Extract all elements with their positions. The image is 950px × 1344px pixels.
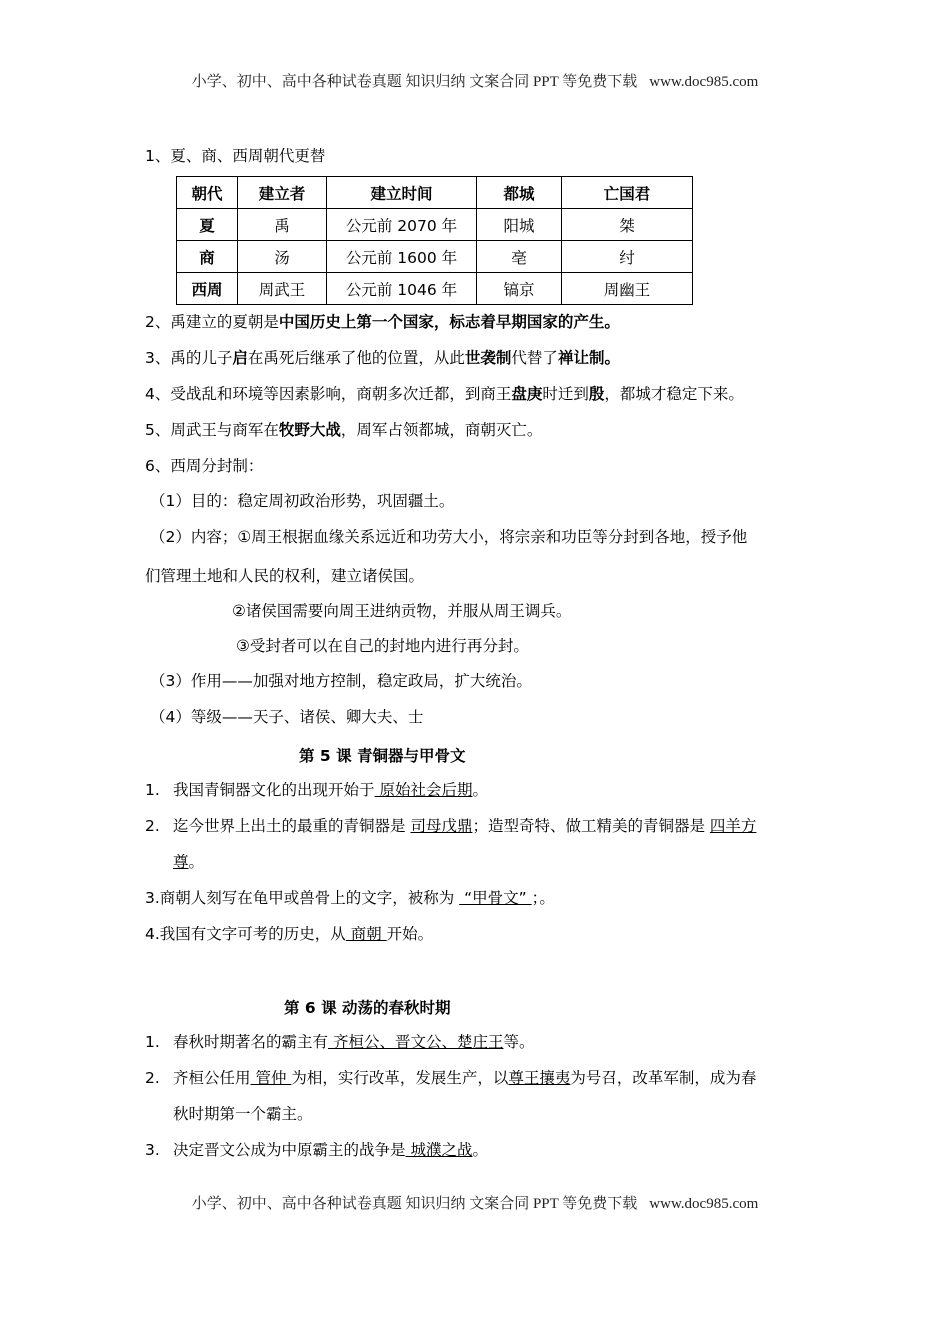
item-answer: 尊 <box>173 853 189 871</box>
item-number: 1. <box>145 781 160 799</box>
footer-text: 小学、初中、高中各种试卷真题 知识归纳 文案合同 PPT 等免费下载 <box>191 1196 638 1212</box>
item-text: 我国青铜器文化的出现开始于 <box>173 781 375 799</box>
dynasty-table <box>176 176 693 305</box>
header-url: www.doc985.com <box>649 74 759 90</box>
item-text: 。 <box>472 781 488 799</box>
item-number: 2. <box>145 817 160 835</box>
table-cell: 汤 <box>238 241 327 273</box>
table-cell: 公元前 1046 年 <box>327 273 477 305</box>
item-text: 迄今世界上出土的最重的青铜器是 <box>173 817 411 835</box>
point-text: 在禹死后继承了他的位置，从此 <box>247 349 465 367</box>
lesson-5-q3 <box>145 888 555 908</box>
point-bold-text: 禅让制。 <box>557 349 620 367</box>
point-6-content-2: ②诸侯国需要向周王进纳贡物，并服从周王调兵。 <box>232 602 572 620</box>
point-6-hierarchy: （4）等级——天子、诸侯、卿大夫、士 <box>150 708 424 726</box>
item-text: 3.商朝人刻写在龟甲或兽骨上的文字，被称为 <box>145 889 460 907</box>
item-text: 开始。 <box>386 925 434 943</box>
item-number: 1. <box>145 1033 160 1051</box>
point-text: 5、周武王与商军在 <box>145 421 279 439</box>
lesson-6-title: 第 6 课 动荡的春秋时期 <box>284 999 451 1017</box>
table-cell: 公元前 2070 年 <box>327 209 477 241</box>
lesson-6-q2 <box>145 1068 756 1088</box>
point-bold-text: 牧野大战 <box>278 421 341 439</box>
item-answer: 四羊方 <box>709 817 757 835</box>
table-row <box>177 241 693 273</box>
table-row <box>177 273 693 305</box>
item-text: 为号召，改革军制，成为春 <box>570 1069 757 1087</box>
item-text: 4.我国有文字可考的历史，从 <box>145 925 346 943</box>
table-cell: 禹 <box>238 209 327 241</box>
lesson-5-q2 <box>145 816 756 836</box>
table-cell: 夏 <box>177 209 238 241</box>
point-text: 代替了 <box>511 349 558 367</box>
page-footer <box>0 1192 950 1213</box>
point-bold-text: 殷 <box>588 385 605 403</box>
lesson-6-q2-cont: 秋时期第一个霸主。 <box>173 1105 313 1123</box>
point-6-content: （2）内容；①周王根据血缘关系远近和功劳大小，将宗亲和功臣等分封到各地，授予他 <box>150 528 748 546</box>
point-3 <box>145 348 620 368</box>
item-number: 3. <box>145 1141 160 1159</box>
item-text: 。 <box>188 853 205 871</box>
point-bold-text: 启 <box>232 349 248 367</box>
footer-url: www.doc985.com <box>649 1196 759 1212</box>
point-text: 4、受战乱和环境等因素影响，商朝多次迁都，到商王 <box>145 385 512 403</box>
item-text: ；。 <box>531 889 555 907</box>
item-answer: 尊王攘夷 <box>508 1069 571 1087</box>
point-text: 时迁到 <box>542 385 589 403</box>
lesson-5-q1 <box>145 780 488 800</box>
point-2 <box>145 312 620 332</box>
table-cell: 亳 <box>477 241 562 273</box>
item-answer: 管仲 <box>250 1069 292 1087</box>
point-6-content-cont: 们管理土地和人民的权利，建立诸侯国。 <box>145 567 425 585</box>
point-bold-text: 世袭制 <box>464 349 512 367</box>
section-title <box>145 146 325 166</box>
item-text: 等。 <box>503 1033 535 1051</box>
point-6: 6、西周分封制： <box>145 457 264 475</box>
point-5 <box>145 420 542 440</box>
item-answer: 商朝 <box>345 925 387 943</box>
point-bold-text: 中国历史上第一个国家，标志着早期国家的产生。 <box>278 313 620 331</box>
table-header-cell: 亡国君 <box>562 177 693 209</box>
item-number: 2. <box>145 1069 160 1087</box>
table-cell: 西周 <box>177 273 238 305</box>
table-cell: 镐京 <box>477 273 562 305</box>
table-cell: 纣 <box>562 241 693 273</box>
item-text: 为相，实行改革，发展生产，以 <box>291 1069 509 1087</box>
header-text: 小学、初中、高中各种试卷真题 知识归纳 文案合同 PPT 等免费下载 <box>191 74 638 90</box>
item-answer: 司母戊鼎 <box>410 817 473 835</box>
table-cell: 阳城 <box>477 209 562 241</box>
point-4 <box>145 384 744 404</box>
table-header-row <box>177 177 693 209</box>
item-text: ；造型奇特、做工精美的青铜器是 <box>472 817 710 835</box>
point-text: 2、禹建立的夏朝是 <box>145 313 279 331</box>
table-cell: 公元前 1600 年 <box>327 241 477 273</box>
item-answer: 齐桓公、晋文公、楚庄王 <box>328 1033 504 1051</box>
point-bold-text: 盘庚 <box>511 385 543 403</box>
lesson-5-title: 第 5 课 青铜器与甲骨文 <box>299 747 466 765</box>
item-answer: “甲骨文” <box>459 889 532 907</box>
table-header-cell: 都城 <box>477 177 562 209</box>
item-text: 齐桓公任用 <box>173 1069 251 1087</box>
item-text: 春秋时期著名的霸主有 <box>173 1033 329 1051</box>
point-text: ，都城才稳定下来。 <box>604 385 744 403</box>
table-row <box>177 209 693 241</box>
point-6-content-3: ③受封者可以在自己的封地内进行再分封。 <box>236 637 529 655</box>
point-6-effect: （3）作用——加强对地方控制，稳定政局，扩大统治。 <box>150 672 532 690</box>
lesson-6-q1 <box>145 1032 534 1052</box>
table-header-cell: 建立时间 <box>327 177 477 209</box>
lesson-6-q3 <box>145 1140 488 1160</box>
point-text: 3、禹的儿子 <box>145 349 233 367</box>
table-cell: 商 <box>177 241 238 273</box>
item-text: 决定晋文公成为中原霸主的战争是 <box>173 1141 406 1159</box>
point-6-purpose: （1）目的：稳定周初政治形势，巩固疆土。 <box>150 492 455 510</box>
table-cell: 桀 <box>562 209 693 241</box>
item-text: 。 <box>472 1141 488 1159</box>
page-header <box>0 70 950 91</box>
lesson-5-q4 <box>145 924 433 944</box>
item-answer: 原始社会后期 <box>374 781 473 799</box>
point-text: ，周军占领都城，商朝灭亡。 <box>340 421 543 439</box>
item-answer: 城濮之战 <box>405 1141 473 1159</box>
table-header-cell: 朝代 <box>177 177 238 209</box>
table-cell: 周幽王 <box>562 273 693 305</box>
table-header-cell: 建立者 <box>238 177 327 209</box>
section-title-text: 1、夏、商、西周朝代更替 <box>145 147 326 165</box>
table-cell: 周武王 <box>238 273 327 305</box>
lesson-5-q2-cont <box>173 852 204 872</box>
